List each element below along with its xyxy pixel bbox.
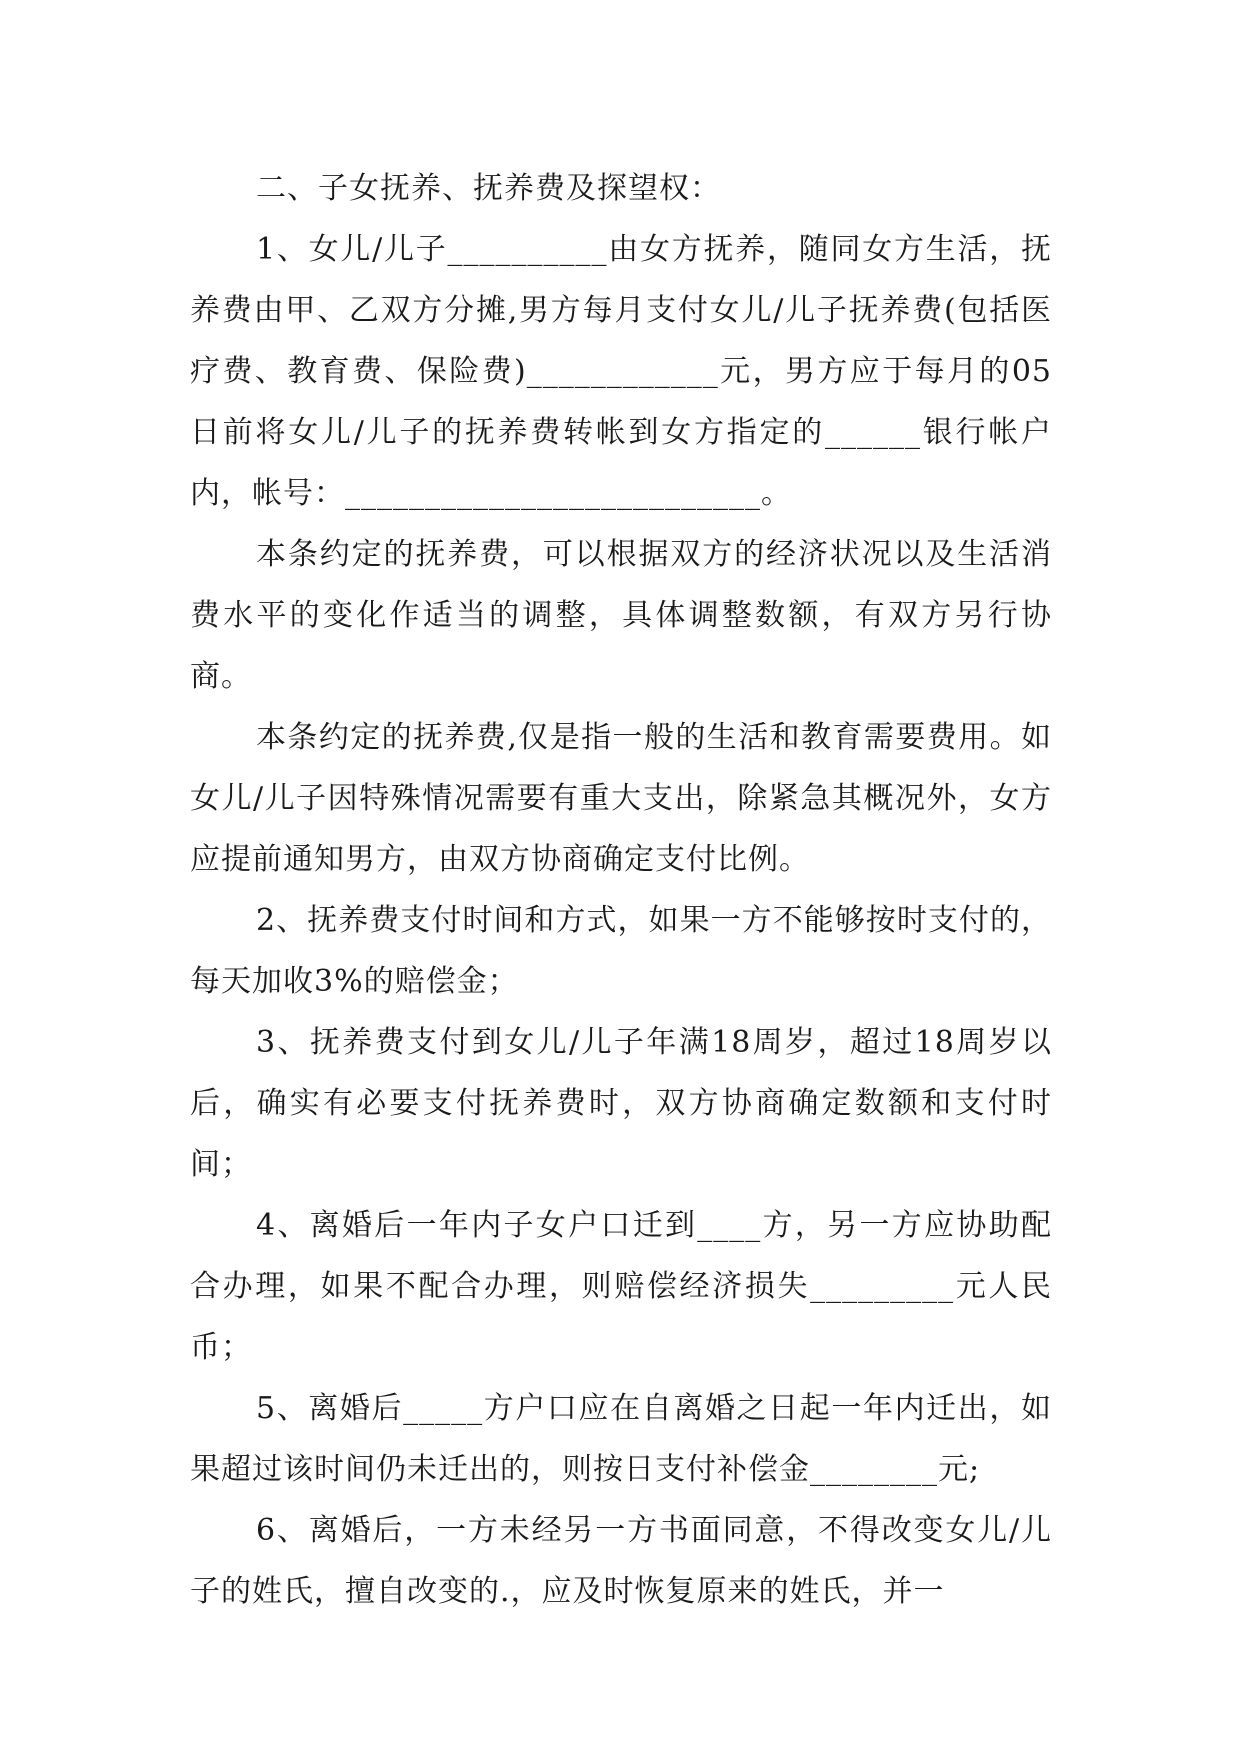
- section-heading: 二、子女抚养、抚养费及探望权：: [256, 171, 721, 206]
- paragraph-adjustment: 本条约定的抚养费，可以根据双方的经济状况以及生活消费水平的变化作适当的调整，具体调整数额，有双方另行协商。: [190, 537, 1052, 694]
- paragraph-clause-4: 4、离婚后一年内子女户口迁到____方，另一方应协助配合办理，如果不配合办理，则赔偿经济损失_________元人民币；: [190, 1208, 1052, 1365]
- paragraph-clause-1: 1、女儿/儿子__________由女方抚养，随同女方生活，抚养费由甲、乙双方分摊,男方每月支付女儿/儿子抚养费(包括医疗费、教育费、保险费)____________元，男方应于每月的05日前将女儿/儿子的抚养费转帐到女方指定的______银行帐户内，帐号：__________________________。: [190, 232, 1052, 511]
- paragraph-clause-6: 6、离婚后，一方未经另一方书面同意，不得改变女儿/儿子的姓氏，擅自改变的.，应及时恢复原来的姓氏，并一: [190, 1513, 1052, 1609]
- paragraph-clause-2: 2、抚养费支付时间和方式，如果一方不能够按时支付的，每天加收3%的赔偿金；: [190, 903, 1052, 999]
- document-body: [190, 158, 1052, 1622]
- paragraph-scope: 本条约定的抚养费,仅是指一般的生活和教育需要费用。如女儿/儿子因特殊情况需要有重大支出，除紧急其概况外，女方应提前通知男方，由双方协商确定支付比例。: [190, 720, 1052, 877]
- paragraph-clause-5: 5、离婚后_____方户口应在自离婚之日起一年内迁出，如果超过该时间仍未迁出的，则按日支付补偿金________元;: [190, 1391, 1052, 1487]
- paragraph-clause-3: 3、抚养费支付到女儿/儿子年满18周岁，超过18周岁以后，确实有必要支付抚养费时，双方协商确定数额和支付时间；: [190, 1025, 1052, 1182]
